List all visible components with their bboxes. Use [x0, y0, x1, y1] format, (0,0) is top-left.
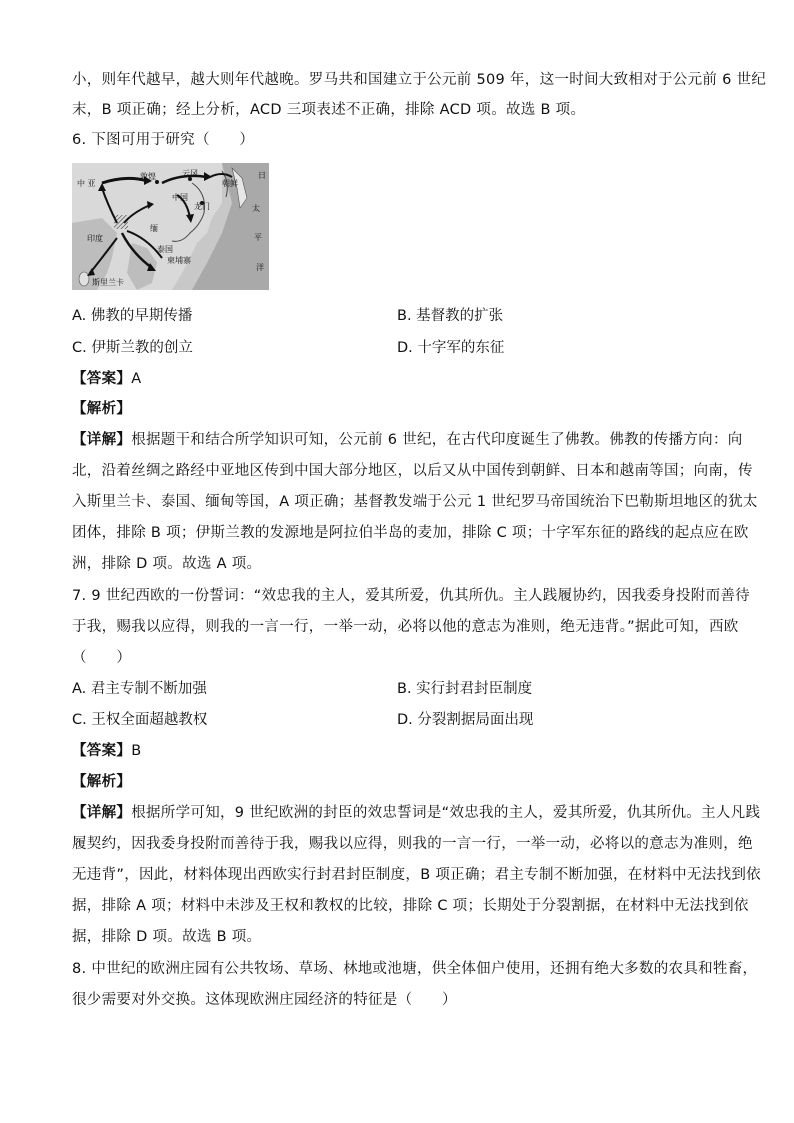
- q6-analysis-tag: 【解析】: [72, 401, 132, 417]
- q6-option-c: C. 伊斯兰教的创立: [72, 340, 193, 356]
- map-label-pacific: 太: [252, 204, 260, 213]
- question-8-stem: 很少需要对外交换。这体现欧洲庄园经济的特征是（ ）: [72, 992, 457, 1008]
- q6-answer: [72, 369, 141, 389]
- q7-detail-line: 无违背”，因此，材料体现出西欧实行封君封臣制度，B 项正确；君主专制不断加强，在材料中无法找到依: [72, 867, 761, 883]
- map-label-srilanka: 斯里兰卡: [92, 278, 124, 287]
- text-line: 小，则年代越早，越大则年代越晚。罗马共和国建立于公元前 509 年，这一时间大致相对于公元前 6 世纪: [72, 72, 767, 88]
- q6-detail-line: 团体，排除 B 项；伊斯兰教的发源地是阿拉伯半岛的麦加，排除 C 项；十字军东征的路线的起点应在欧: [72, 525, 749, 541]
- q7-option-c: C. 王权全面超越教权: [72, 712, 208, 728]
- q7-detail-line: 据，排除 A 项；材料中未涉及王权和教权的比较，排除 C 项；长期处于分裂割据，在材料中无法找到依: [72, 898, 749, 914]
- q6-detail-line: 北，沿着丝绸之路经中亚地区传到中国大部分地区，以后又从中国传到朝鲜、日本和越南等国；向南，传: [72, 463, 753, 479]
- map-label-cambodia: 柬埔寨: [167, 256, 191, 265]
- q7-option-b: B. 实行封君封臣制度: [397, 681, 533, 697]
- map-label-pacific: 平: [254, 233, 262, 242]
- q6-option-a: A. 佛教的早期传播: [72, 308, 193, 324]
- question-7-stem: （ ）: [72, 650, 132, 666]
- q7-option-d: D. 分裂割据局面出现: [397, 712, 534, 728]
- q6-detail-line: 洲，排除 D 项。故选 A 项。: [72, 556, 262, 572]
- detail-tag: 【详解】: [72, 805, 132, 821]
- map-label-longmen: 龙门: [194, 202, 210, 211]
- question-6-stem: 6. 下图可用于研究（ ）: [72, 132, 255, 148]
- q7-detail-line: 据，排除 D 项。故选 B 项。: [72, 929, 262, 945]
- map-graphic: [72, 163, 269, 290]
- map-label-pacific: 洋: [256, 263, 264, 272]
- map-label-dunhuang: 敦煌: [140, 172, 156, 181]
- map-label-thailand: 泰国: [157, 245, 173, 254]
- detail-text: 根据题干和结合所学知识可知，公元前 6 世纪，在古代印度诞生了佛教。佛教的传播方向：向: [131, 432, 743, 448]
- q7-answer: [72, 741, 141, 761]
- q7-analysis-tag: 【解析】: [72, 774, 132, 790]
- detail-text: 根据所学可知，9 世纪欧洲的封臣的效忠誓词是“效忠我的主人，爱其所爱，仇其所仇。主人凡践: [131, 805, 761, 821]
- q6-detail-line: [72, 430, 743, 450]
- map-label-japan: 日: [258, 171, 266, 180]
- answer-tag: 【答案】: [72, 743, 132, 759]
- text-line: 末，B 项正确；经上分析，ACD 三项表述不正确，排除 ACD 项。故选 B 项。: [72, 102, 586, 118]
- answer-tag: 【答案】: [72, 371, 132, 387]
- map-label-china: 中国: [172, 193, 188, 202]
- answer-value: B: [131, 743, 142, 759]
- map-label-yungang: 云冈: [182, 169, 198, 178]
- detail-tag: 【详解】: [72, 432, 132, 448]
- q6-option-b: B. 基督教的扩张: [397, 308, 504, 324]
- q6-detail-line: 入斯里兰卡、泰国、缅甸等国，A 项正确；基督教发端于公元 1 世纪罗马帝国统治下巴勒斯坦地区的犹太: [72, 494, 758, 510]
- answer-value: A: [131, 371, 142, 387]
- q7-detail-line: 履契约，因我委身投附而善待于我，赐我以应得，则我的一言一行，一举一动，必将以的意志为准则，绝: [72, 836, 753, 852]
- map-label-india: 印度: [87, 234, 103, 243]
- map-label-myanmar: 缅: [150, 224, 158, 233]
- question-7-stem: 于我，赐我以应得，则我的一言一行，一举一动，必将以他的意志为准则，绝无违背。”据此可知，西欧: [72, 619, 739, 635]
- map-label-korea: 朝鲜: [222, 179, 238, 188]
- q7-detail-line: [72, 803, 760, 823]
- q6-option-d: D. 十字军的东征: [397, 340, 505, 356]
- buddhism-spread-map: [72, 163, 269, 290]
- question-8-stem: 8. 中世纪的欧洲庄园有公共牧场、草场、林地或池塘，供全体佃户使用，还拥有绝大多数的农具和牲畜，: [72, 961, 758, 977]
- q7-option-a: A. 君主专制不断加强: [72, 681, 207, 697]
- map-label-central-asia: 中 亚: [77, 179, 96, 188]
- question-7-stem: 7. 9 世纪西欧的一份誓词：“效忠我的主人，爱其所爱，仇其所仇。主人践履协约，因我委身投附而善待: [72, 588, 750, 604]
